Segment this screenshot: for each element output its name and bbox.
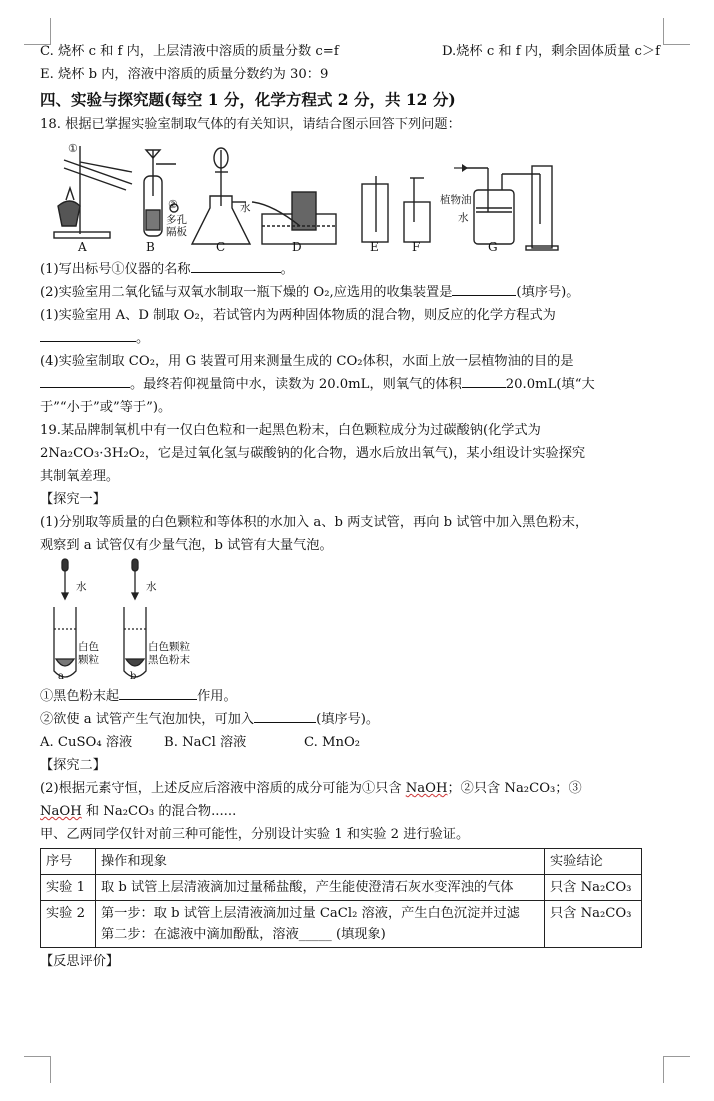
- q19-stem-2: 2Na₂CO₃·3H₂O₂，它是过氧化氢与碳酸钠的化合物，遇水后放出氧气)，某小组设计实验探究: [40, 446, 586, 461]
- row-1-conclusion: 只含 Na₂CO₃: [545, 875, 642, 901]
- tube-b-label-2: 黑色粉末: [148, 654, 190, 666]
- option-a[interactable]: A. CuSO₄ 溶液: [40, 735, 133, 750]
- header-no: 序号: [41, 849, 96, 875]
- answer-blank[interactable]: [191, 258, 281, 273]
- table-row: [41, 875, 642, 901]
- label-oil: 植物油: [440, 194, 472, 206]
- q18-part1-text: (1)写出标号①仪器的名称: [40, 262, 191, 277]
- mark-1: ①: [68, 142, 78, 155]
- q19-blank-1: [40, 685, 660, 708]
- label-C: C: [216, 240, 226, 254]
- table-row: [41, 901, 642, 948]
- option-c: C. 烧杯 c 和 f 内，上层清液中溶质的质量分数 c=f: [40, 44, 339, 59]
- document-body: [40, 40, 660, 973]
- tube-b-water: 水: [146, 581, 157, 593]
- crop-mark-bottom-right: [663, 1056, 690, 1083]
- explore-two-text-2b: 和 Na₂CO₃ 的混合物......: [81, 804, 237, 819]
- q19-blank-2-end: (填序号)。: [316, 712, 380, 727]
- row-1-operation: 取 b 试管上层清液滴加过量稀盐酸，产生能使澄清石灰水变浑浊的气体: [96, 875, 545, 901]
- explore-two-text-1a: (2)根据元素守恒，上述反应后溶液中溶质的成分可能为①只含: [40, 781, 406, 796]
- q19-stem-3: 其制氧差理。: [40, 469, 120, 484]
- test-tube-drawing: [40, 557, 240, 685]
- q19-blank-2: [40, 708, 660, 731]
- explore-two-text-1: [40, 777, 660, 800]
- row-1-no: 实验 1: [41, 875, 96, 901]
- crop-mark-bottom-left: [24, 1056, 51, 1083]
- explore-one-text-2: 观察到 a 试管仅有少量气泡，b 试管有大量气泡。: [40, 538, 333, 553]
- label-plate: 隔板: [166, 226, 187, 238]
- q18-part4-text2: 20.0mL(填“大: [505, 377, 595, 392]
- q18-part1: [40, 258, 660, 281]
- q18-part2-end: (填序号)。: [516, 285, 580, 300]
- explore-two-heading: 【探究二】: [40, 758, 106, 773]
- section-title: 四、实验与探究题(每空 1 分，化学方程式 2 分，共 12 分): [40, 90, 456, 109]
- tube-b-label-1: 白色颗粒: [148, 641, 190, 653]
- apparatus-figure: [40, 136, 660, 258]
- q18-part2-text: (2)实验室用二氧化锰与双氧水制取一瓶下燥的 O₂,应选用的收集装置是: [40, 285, 453, 300]
- answer-blank[interactable]: [40, 373, 130, 388]
- q19-options: [40, 731, 660, 754]
- experiment-table: [40, 848, 642, 948]
- row-2-step-1: 第一步：取 b 试管上层清液滴加过量 CaCl₂ 溶液，产生白色沉淀并过滤: [101, 906, 520, 921]
- label-A: A: [78, 240, 87, 254]
- row-2-step-2: 第二步：在滤液中滴加酚酞，溶液_____ (填现象): [101, 927, 386, 942]
- label-water-d: 水: [240, 202, 251, 214]
- option-d: D.烧杯 c 和 f 内，剩余固体质量 c＞f: [441, 44, 660, 59]
- q18-part4: (4)实验室制取 CO₂，用 G 装置可用来测量生成的 CO₂体积，水面上放一层植物油的目的是: [40, 354, 574, 369]
- reflection-heading: 【反思评价】: [40, 954, 120, 969]
- naoh-term: NaOH: [405, 781, 448, 796]
- q18-part3: (1)实验室用 A、D 制取 O₂，若试管内为两种固体物质的混合物，则反应的化学方程式为: [40, 308, 556, 323]
- q19-stem-1: 19.某品牌制氧机中有一仅白色粒和一起黑色粉末，白色颗粒成分为过碳酸钠(化学式为: [40, 423, 541, 438]
- q18-part3-blank-line: [40, 327, 660, 350]
- header-operation: 操作和现象: [96, 849, 545, 875]
- row-2-conclusion: 只含 Na₂CO₃: [545, 901, 642, 948]
- q18-part4-end: 于”“小于”或”等于”)。: [40, 400, 172, 415]
- option-e: E. 烧杯 b 内，溶液中溶质的质量分数约为 30：9: [40, 67, 329, 82]
- explore-two-text-1b: ；②只含 Na₂CO₃；③: [447, 781, 582, 796]
- label-G: G: [488, 240, 498, 254]
- label-B: B: [146, 240, 155, 254]
- label-F: F: [412, 240, 421, 254]
- q18-stem: 18. 根据已掌握实验室制取气体的有关知识，请结合图示回答下列问题：: [40, 117, 461, 132]
- q18-part1-end: 。: [280, 262, 294, 277]
- label-porous: 多孔: [166, 214, 187, 226]
- q19-blank-2-text: ②欲使 a 试管产生气泡加快，可加入: [40, 712, 255, 727]
- header-conclusion: 实验结论: [545, 849, 642, 875]
- tube-a-name: a: [58, 671, 64, 682]
- label-D: D: [292, 240, 302, 254]
- tube-a-water: 水: [76, 581, 87, 593]
- option-b[interactable]: B. NaCl 溶液: [164, 735, 247, 750]
- q19-blank-1-end: 作用。: [197, 689, 237, 704]
- table-header-row: [41, 849, 642, 875]
- answer-blank[interactable]: [462, 373, 506, 388]
- crop-mark-top-right: [663, 18, 690, 45]
- test-tube-figure: [40, 557, 660, 685]
- answer-blank[interactable]: [452, 281, 516, 296]
- label-water-g: 水: [458, 212, 469, 224]
- option-line-cd: [40, 40, 660, 63]
- explore-two-text-3: 甲、乙两同学仅针对前三种可能性，分别设计实验 1 和实验 2 进行验证。: [40, 827, 470, 842]
- q19-blank-1-text: ①黑色粉末起: [40, 689, 120, 704]
- tube-a-label-1: 白色: [78, 641, 99, 653]
- apparatus-drawing: [40, 136, 660, 258]
- label-E: E: [370, 240, 379, 254]
- row-2-no: 实验 2: [41, 901, 96, 948]
- tube-b-name: b: [130, 671, 137, 682]
- tube-a-label-2: 颗粒: [78, 654, 99, 666]
- mark-2: ②: [168, 198, 178, 211]
- answer-blank[interactable]: [254, 708, 316, 723]
- naoh-term-2: NaOH: [40, 804, 82, 819]
- q18-part4-text: 。最终若仰视量筒中水，读数为 20.0mL，则氧气的体积: [130, 377, 462, 392]
- answer-blank[interactable]: [40, 327, 136, 342]
- option-c-mno2[interactable]: C. MnO₂: [304, 735, 361, 750]
- q18-part3-end: 。: [136, 331, 150, 346]
- explore-two-text-2: [40, 800, 660, 823]
- explore-one-text-1: (1)分别取等质量的白色颗粒和等体积的水加入 a、b 两支试管，再向 b 试管中加入黑色粉末，: [40, 515, 589, 530]
- explore-one-heading: 【探究一】: [40, 492, 106, 507]
- q18-part2: [40, 281, 660, 304]
- row-2-operation: [96, 901, 545, 948]
- q18-part4-cont: [40, 373, 660, 396]
- answer-blank[interactable]: [119, 685, 197, 700]
